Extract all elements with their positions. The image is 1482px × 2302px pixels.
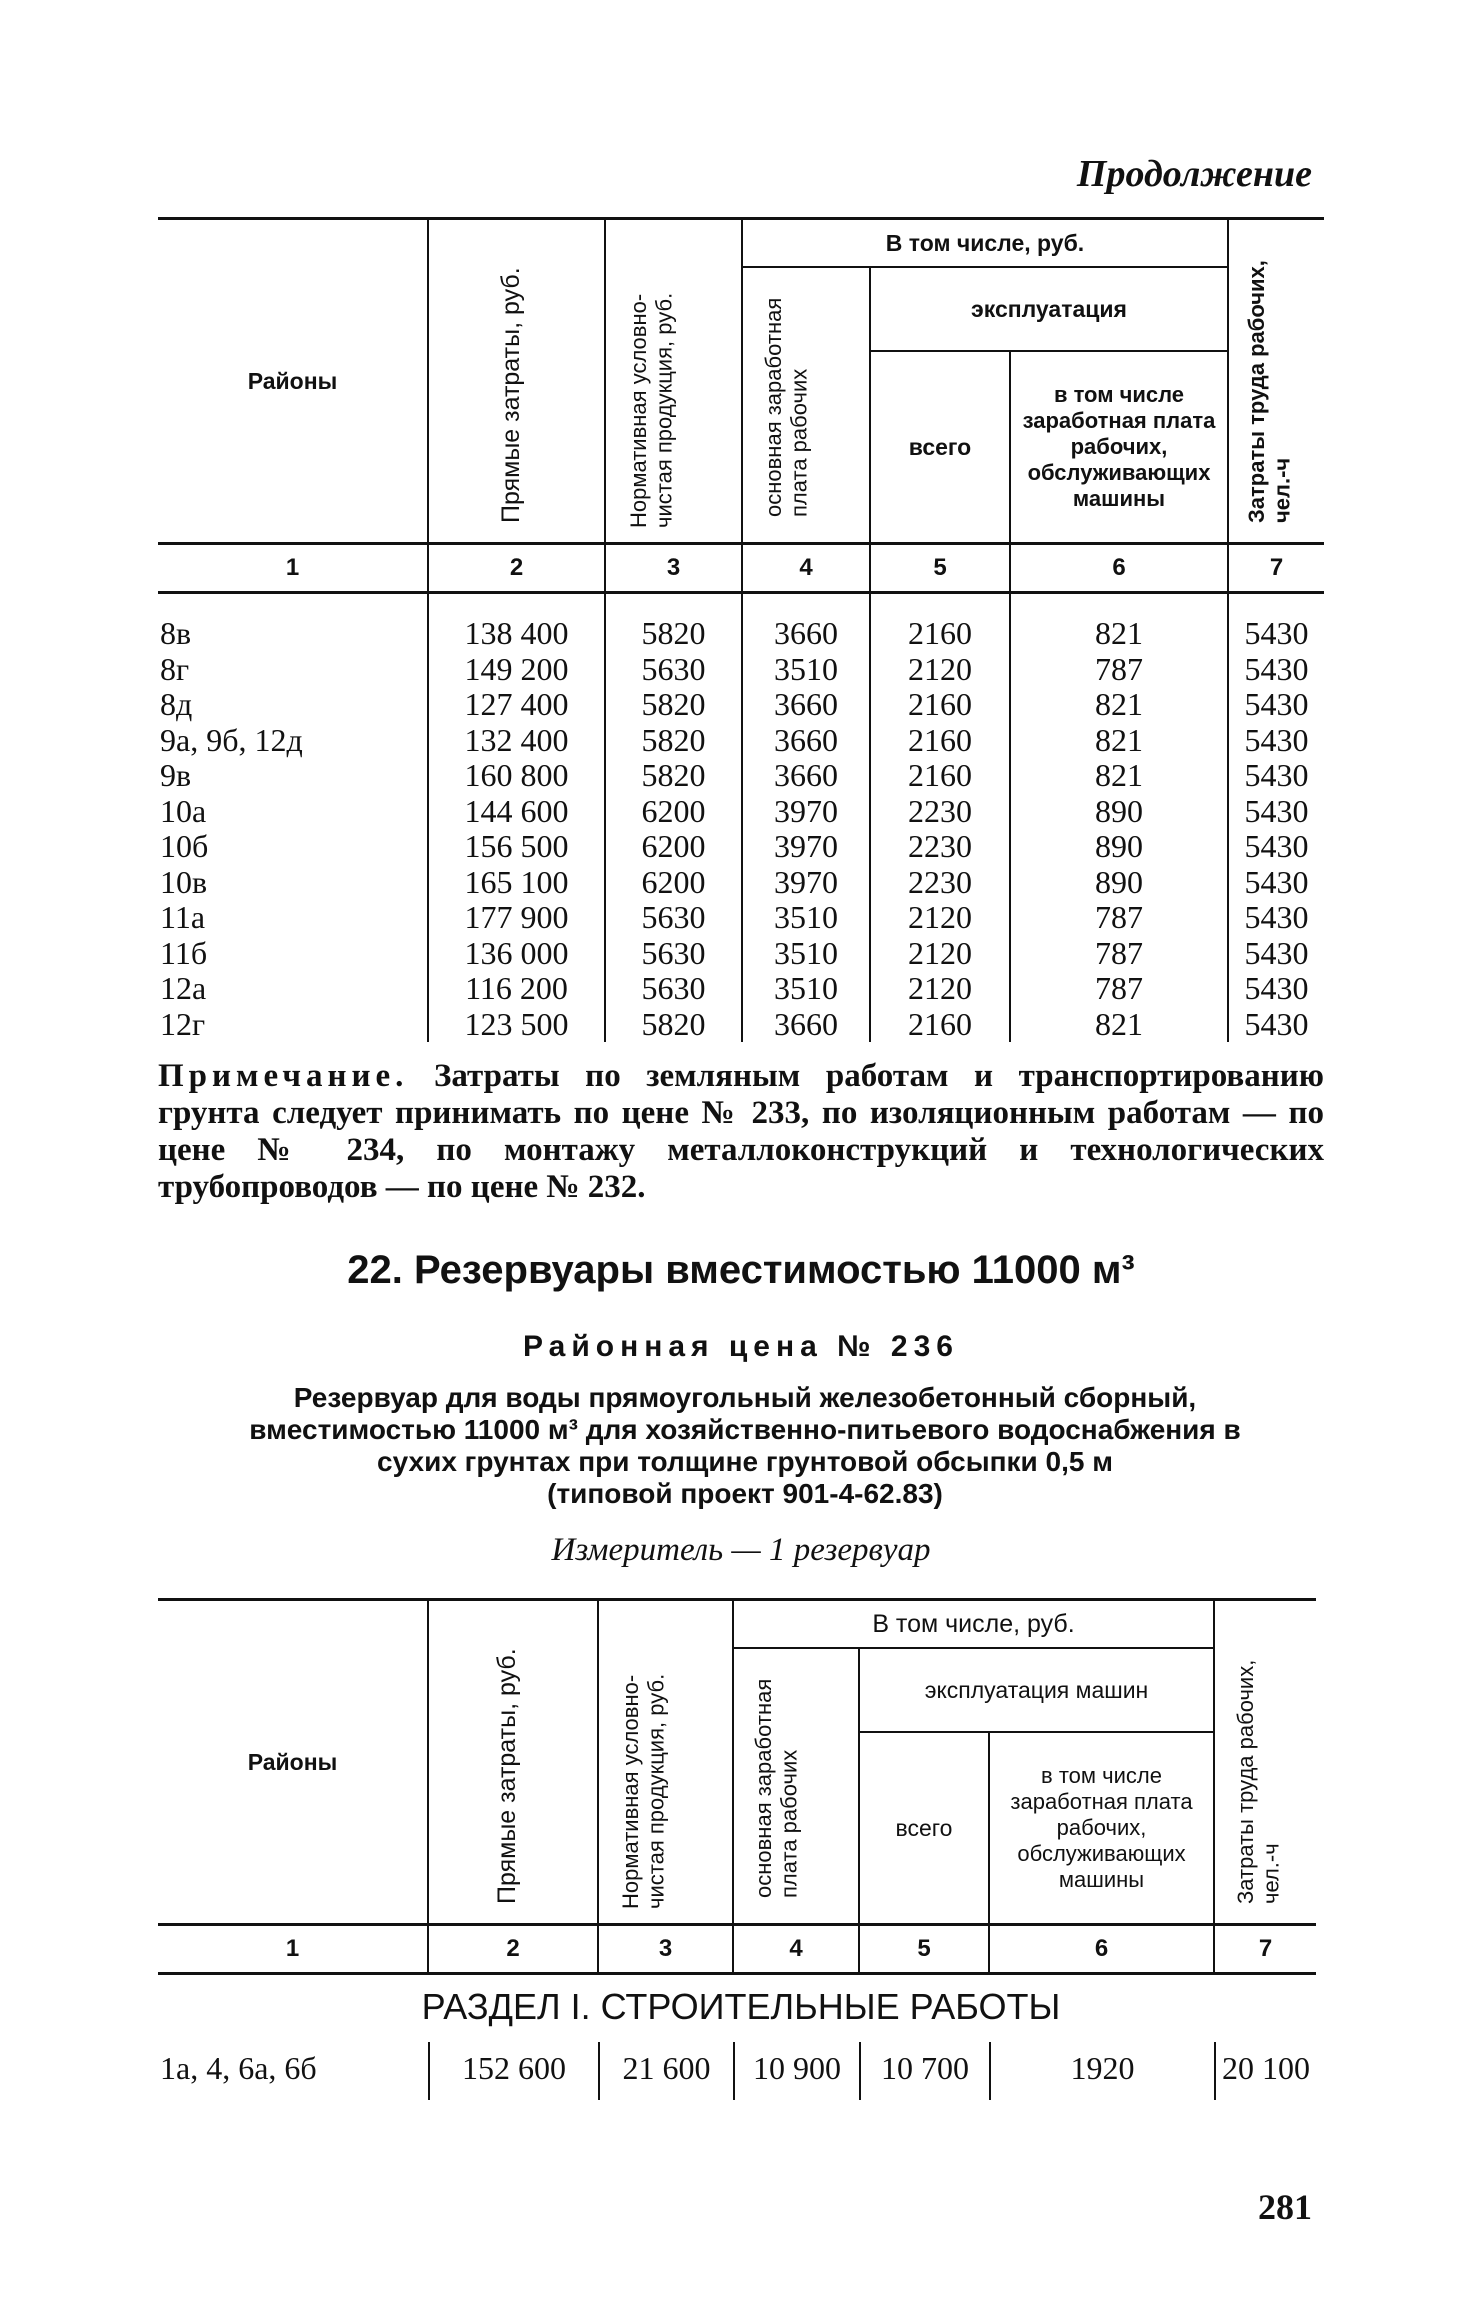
cell: 8г [160, 650, 190, 687]
cell: 3510 [774, 934, 838, 971]
cell: 3660 [774, 757, 838, 793]
cell: 5430 [1244, 721, 1309, 758]
cell: 5820 [641, 686, 706, 722]
cell: 165 100 [464, 863, 569, 900]
cell: 132 400 [464, 721, 569, 758]
cell: 5630 [641, 899, 706, 935]
cell: 5430 [1244, 1005, 1309, 1042]
cell: 890 [1095, 828, 1143, 864]
cell: 9в [160, 757, 192, 793]
cell: 6200 [641, 792, 706, 829]
cell: 177 900 [464, 899, 569, 935]
col-number: 6 [989, 1925, 1214, 1974]
cell: 5430 [1244, 650, 1309, 687]
header-normative: Нормативная условно-чистая продукция, руб. [605, 219, 742, 544]
continuation-label: Продолжение [1076, 153, 1312, 195]
cell: 2120 [908, 934, 972, 971]
cell: 10а [160, 792, 207, 829]
col-normative [605, 593, 742, 1043]
cell: 2230 [908, 863, 972, 900]
cell-incl-wages: 1920 [1070, 2050, 1135, 2086]
header-direct: Прямые затраты, руб. [428, 1600, 598, 1925]
description-line: сухих грунтах при толщине грунтовой обсыпки 0,5 м [377, 1446, 1113, 1477]
cell: 2160 [908, 721, 972, 758]
cell: 3660 [774, 1005, 838, 1042]
header-labor: Затраты труда рабочих, чел.-ч [1228, 219, 1324, 544]
cell: 3970 [774, 828, 838, 864]
cell: 3660 [774, 721, 838, 758]
cell: 787 [1095, 934, 1143, 971]
cell: 6200 [641, 828, 706, 864]
cell: 2230 [908, 828, 972, 864]
cell: 3510 [774, 650, 838, 687]
cell: 5430 [1244, 686, 1309, 722]
cell: 5820 [641, 615, 706, 651]
cell: 2120 [908, 650, 972, 687]
cell: 10в [160, 863, 208, 900]
cell: 5630 [641, 650, 706, 687]
cell: 5820 [641, 757, 706, 793]
col-number: 1 [158, 1925, 428, 1974]
cell: 821 [1095, 721, 1143, 758]
cell: 6200 [641, 863, 706, 900]
cell: 5430 [1244, 615, 1309, 651]
col-number: 6 [1010, 544, 1228, 593]
header-regions: Районы [158, 219, 428, 544]
cell: 5430 [1244, 792, 1309, 829]
col-number: 5 [870, 544, 1010, 593]
header-regions: Районы [158, 1600, 428, 1925]
cell-regions: 1а, 4, 6а, 6б [160, 2050, 317, 2086]
price-title: Районная цена № 236 [523, 1330, 959, 1363]
description-line: вместимостью 11000 м³ для хозяйственно-питьевого водоснабжения в [249, 1414, 1241, 1445]
cell-wages: 10 900 [753, 2050, 841, 2086]
cell: 3510 [774, 970, 838, 1006]
cell: 9а, 9б, 12д [160, 721, 303, 758]
cell: 5430 [1244, 757, 1309, 793]
cell: 787 [1095, 970, 1143, 1006]
cell: 5630 [641, 934, 706, 971]
col-number: 1 [158, 544, 428, 593]
cell: 5430 [1244, 863, 1309, 900]
page-number: 281 [1258, 2187, 1312, 2227]
header-total: всего [870, 351, 1010, 544]
col-number: 2 [428, 1925, 598, 1974]
cell: 2160 [908, 686, 972, 722]
cell: 2230 [908, 792, 972, 829]
cell: 144 600 [464, 792, 569, 829]
col-number: 4 [733, 1925, 859, 1974]
description-line: (типовой проект 901-4-62.83) [547, 1478, 943, 1509]
header-including: В том числе, руб. [733, 1600, 1214, 1649]
cell: 5430 [1244, 934, 1309, 971]
cell: 149 200 [464, 650, 569, 687]
header-normative: Нормативная условно-чистая продукция, руб. [598, 1600, 733, 1925]
cell: 3970 [774, 792, 838, 829]
header-including: В том числе, руб. [742, 219, 1228, 268]
cell: 138 400 [464, 615, 569, 651]
cell-labor: 20 100 [1222, 2050, 1310, 2086]
cell: 8в [160, 615, 192, 651]
cell: 11а [160, 899, 206, 935]
header-incl-wages: в том числе заработная плата рабочих, обслуживающих машины [989, 1732, 1214, 1925]
cell: 12г [160, 1005, 206, 1042]
cell: 5430 [1244, 970, 1309, 1006]
measure-unit: Измеритель — 1 резервуар [551, 1532, 931, 1568]
cell: 12а [160, 970, 207, 1006]
table-note [158, 1058, 1324, 1206]
header-wages: основная заработная плата рабочих [742, 267, 870, 544]
cell: 10б [160, 828, 209, 864]
cell: 5430 [1244, 828, 1309, 864]
note-label: Примечание. [158, 1058, 409, 1094]
section-heading: РАЗДЕЛ I. СТРОИТЕЛЬНЫЕ РАБОТЫ [421, 1986, 1061, 2027]
header-operation: эксплуатация [870, 267, 1228, 351]
cell: 787 [1095, 650, 1143, 687]
cell-normative: 21 600 [622, 2050, 711, 2086]
cell: 5430 [1244, 899, 1309, 935]
table-body [158, 593, 1324, 1043]
col-number: 3 [598, 1925, 733, 1974]
header-labor: Затраты труда рабочих, чел.-ч [1214, 1600, 1316, 1925]
cell: 3660 [774, 686, 838, 722]
cell: 821 [1095, 1005, 1143, 1042]
cell: 2120 [908, 899, 972, 935]
col-direct [428, 593, 605, 1043]
cell: 3970 [774, 863, 838, 900]
cell-total: 10 700 [881, 2050, 969, 2086]
cell: 5820 [641, 721, 706, 758]
cell-direct: 152 600 [462, 2050, 566, 2086]
cell: 787 [1095, 899, 1143, 935]
cell: 821 [1095, 757, 1143, 793]
cell: 2160 [908, 615, 972, 651]
header-operation: эксплуатация машин [859, 1648, 1214, 1732]
cell: 11б [160, 934, 208, 971]
header-total: всего [859, 1732, 989, 1925]
col-number: 5 [859, 1925, 989, 1974]
table-row [158, 2040, 1316, 2100]
col-labor [1228, 593, 1324, 1043]
col-number: 7 [1228, 544, 1324, 593]
cell: 116 200 [465, 970, 568, 1006]
col-regions [158, 593, 428, 1043]
table-2 [158, 1598, 1316, 1975]
col-number: 7 [1214, 1925, 1316, 1974]
cell: 5820 [641, 1005, 706, 1042]
cell: 3660 [774, 615, 838, 651]
cell: 8д [160, 686, 193, 722]
cell: 890 [1095, 863, 1143, 900]
cell: 2120 [908, 970, 972, 1006]
cell: 156 500 [464, 828, 569, 864]
col-incl-wages [1010, 593, 1228, 1043]
col-number: 4 [742, 544, 870, 593]
col-number: 3 [605, 544, 742, 593]
cell: 5630 [641, 970, 706, 1006]
col-total [870, 593, 1010, 1043]
header-wages: основная заработная плата рабочих [733, 1648, 859, 1925]
header-direct: Прямые затраты, руб. [428, 219, 605, 544]
col-number: 2 [428, 544, 605, 593]
cell: 136 000 [464, 934, 569, 971]
cell: 890 [1095, 792, 1143, 829]
header-incl-wages: в том числе заработная плата рабочих, обслуживающих машины [1010, 351, 1228, 544]
cell: 821 [1095, 615, 1143, 651]
note-text: Затраты по земляным работам и транспортированию грунта следует принимать по цене № 233, по изоляционным работам — по цене № 234, по монтажу металлоконструкций и технологических трубопроводов — по цене № 232. [158, 1058, 1324, 1205]
cell: 160 800 [464, 757, 569, 793]
price-description [190, 1382, 1300, 1510]
cell: 2160 [908, 1005, 972, 1042]
description-line: Резервуар для воды прямоугольный железобетонный сборный, [293, 1382, 1197, 1413]
cell: 3510 [774, 899, 838, 935]
table-1 [158, 217, 1324, 1042]
col-wages [742, 593, 870, 1043]
section-title: 22. Резервуары вместимостью 11000 м³ [347, 1248, 1135, 1292]
cell: 123 500 [464, 1005, 569, 1042]
cell: 127 400 [464, 686, 569, 722]
cell: 821 [1095, 686, 1143, 722]
cell: 2160 [908, 757, 972, 793]
